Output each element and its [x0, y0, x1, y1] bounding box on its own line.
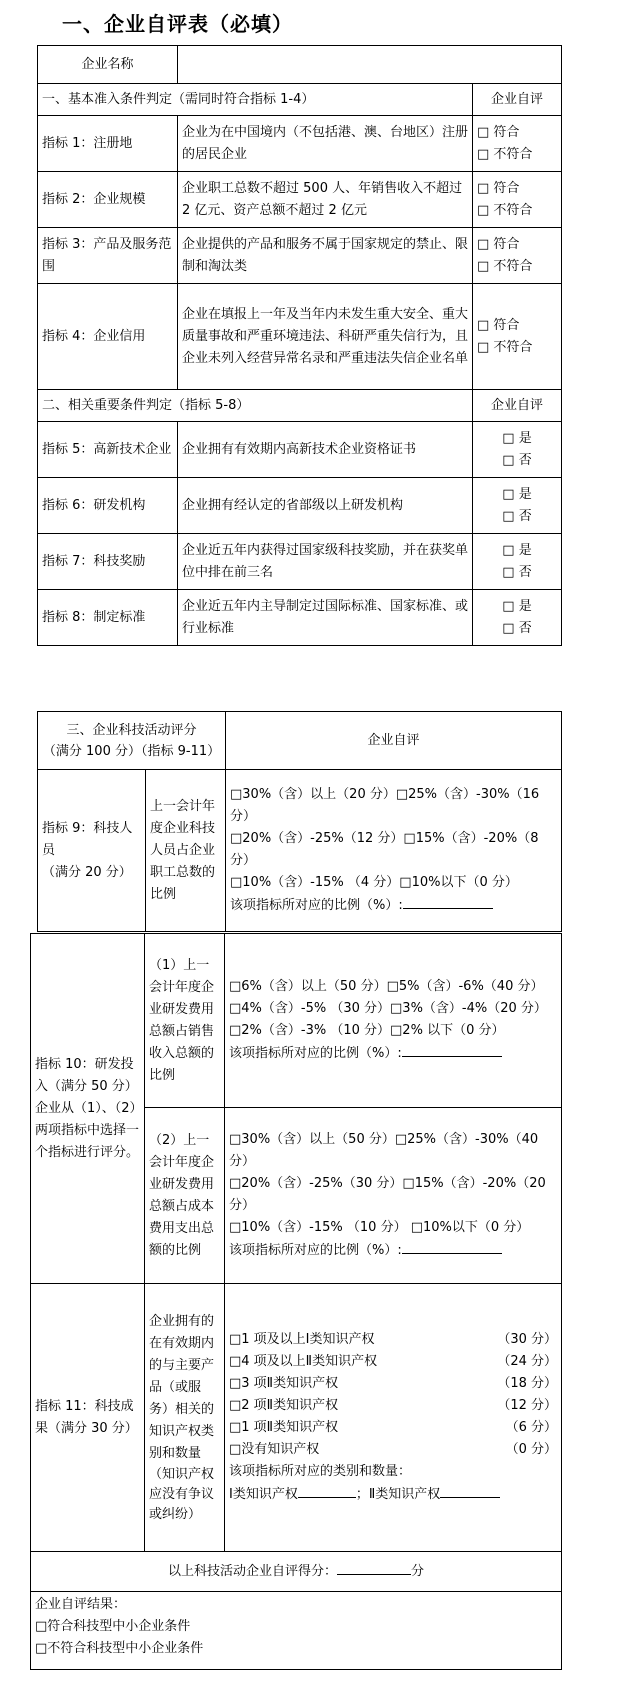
- indicator-8-yes-checkbox[interactable]: □ 是: [502, 598, 532, 614]
- indicator-7-yes-checkbox[interactable]: □ 是: [502, 542, 532, 558]
- indicator-10b-desc: （2）上一会计年度企业研发费用总额占成本费用支出总额的比例: [145, 1108, 225, 1284]
- indicator-2-yes-checkbox[interactable]: □ 符合: [477, 180, 520, 196]
- indicator-3-row: [38, 228, 562, 284]
- indicator-11-cat2-field[interactable]: [440, 1483, 500, 1498]
- indicator-11-cat1-label: Ⅰ类知识产权: [229, 1487, 298, 1502]
- section-2-header: 二、相关重要条件判定（指标 5-8）: [38, 390, 473, 422]
- indicator-1-label: 指标 1：注册地: [38, 116, 178, 172]
- indicator-11-cat2-label: Ⅱ类知识产权: [368, 1487, 441, 1502]
- indicator-11-desc: 企业拥有的在有效期内的与主要产品（或服务）相关的知识产权类别和数量: [149, 1313, 215, 1461]
- indicator-1-desc: 企业为在中国境内（不包括港、澳、台地区）注册的居民企业: [178, 116, 473, 172]
- indicator-11-cat-separator: ；: [355, 1487, 369, 1502]
- indicator-10b-ratio-label: 该项指标所对应的比例（%）:: [229, 1243, 402, 1258]
- result-row: [31, 1592, 562, 1670]
- company-name-field[interactable]: [178, 46, 562, 84]
- total-score-unit: 分: [411, 1564, 425, 1579]
- indicator-11-option-6[interactable]: □没有知识产权 （0 分）: [229, 1442, 557, 1457]
- result-qualified-checkbox[interactable]: □符合科技型中小企业条件: [35, 1619, 191, 1634]
- indicator-9-label: 指标 9：科技人员: [42, 820, 133, 858]
- indicator-4-yes-checkbox[interactable]: □ 符合: [477, 317, 520, 333]
- indicator-2-row: [38, 172, 562, 228]
- indicator-5-label: 指标 5：高新技术企业: [38, 422, 178, 478]
- indicator-5-no-checkbox[interactable]: □ 否: [502, 452, 532, 468]
- indicator-11-option-5[interactable]: □1 项Ⅱ类知识产权 （6 分）: [229, 1420, 557, 1435]
- indicator-8-no-checkbox[interactable]: □ 否: [502, 620, 532, 636]
- indicator-11-option-2[interactable]: □4 项及以上Ⅱ类知识产权 （24 分）: [229, 1354, 557, 1369]
- indicator-10b-option-line-2[interactable]: □20%（含）-25%（30 分）□15%（含）-20%（20 分）: [229, 1176, 546, 1213]
- indicator-9-ratio-label: 该项指标所对应的比例（%）:: [230, 898, 403, 913]
- indicator-11-footer: 该项指标所对应的类别和数量：: [229, 1464, 412, 1479]
- indicator-9-option-line-3[interactable]: □10%（含）-15% （4 分）□10%以下（0 分）: [230, 875, 518, 890]
- indicator-7-no-checkbox[interactable]: □ 否: [502, 564, 532, 580]
- indicator-2-no-checkbox[interactable]: □ 不符合: [477, 202, 533, 218]
- section-3-table: [37, 711, 562, 932]
- indicator-9-option-line-2[interactable]: □20%（含）-25%（12 分）□15%（含）-20%（8 分）: [230, 831, 539, 868]
- section-1-self-eval: 企业自评: [473, 84, 562, 116]
- indicator-3-no-checkbox[interactable]: □ 不符合: [477, 258, 533, 274]
- indicator-10a-ratio-field[interactable]: [402, 1042, 502, 1057]
- section-1-header: 一、基本准入条件判定（需同时符合指标 1-4）: [38, 84, 473, 116]
- indicator-8-label: 指标 8：制定标准: [38, 590, 178, 646]
- section-3-header-sub: （满分 100 分）（指标 9-11）: [42, 743, 221, 759]
- page-title: 一、企业自评表（必填）: [62, 12, 293, 36]
- indicator-7-desc: 企业近五年内获得过国家级科技奖励，并在获奖单位中排在前三名: [178, 534, 473, 590]
- indicator-10a-option-line-3[interactable]: □2%（含）-3% （10 分）□2% 以下（0 分）: [229, 1023, 505, 1038]
- total-score-field[interactable]: [337, 1560, 411, 1575]
- indicator-11-row: [31, 1284, 562, 1552]
- indicator-11-option-4[interactable]: □2 项Ⅱ类知识产权 （12 分）: [229, 1398, 557, 1413]
- indicator-3-desc: 企业提供的产品和服务不属于国家规定的禁止、限制和淘汰类: [178, 228, 473, 284]
- section-1-header-row: [38, 84, 562, 116]
- company-name-row: [38, 46, 562, 84]
- indicator-10-instruction: 企业从（1）、（2）两项指标中选择一个指标进行评分。: [35, 1100, 140, 1160]
- upper-table: [37, 45, 562, 646]
- indicator-9-ratio-field[interactable]: [403, 894, 493, 909]
- section-3-self-eval: 企业自评: [226, 712, 562, 770]
- indicator-5-row: [38, 422, 562, 478]
- indicator-6-yes-checkbox[interactable]: □ 是: [502, 486, 532, 502]
- indicator-4-label: 指标 4：企业信用: [38, 284, 178, 390]
- section-2-header-row: [38, 390, 562, 422]
- indicator-10b-option-line-1[interactable]: □30%（含）以上（50 分）□25%（含）-30%（40 分）: [229, 1132, 539, 1169]
- indicator-9-label-sub: （满分 20 分）: [42, 864, 132, 880]
- indicator-10-label: 指标 10：研发投入（满分 50 分）: [35, 1056, 138, 1094]
- indicator-8-desc: 企业近五年内主导制定过国际标准、国家标准、或行业标准: [178, 590, 473, 646]
- indicator-2-desc: 企业职工总数不超过 500 人、年销售收入不超过 2 亿元、资产总额不超过 2 亿元: [178, 172, 473, 228]
- indicator-3-label: 指标 3：产品及服务范围: [38, 228, 178, 284]
- indicator-9-row: [38, 770, 562, 932]
- section-3-header-row: [38, 712, 562, 770]
- indicator-4-row: [38, 284, 562, 390]
- indicator-4-desc: 企业在填报上一年及当年内未发生重大安全、重大质量事故和严重环境违法、科研严重失信行为，且企业未列入经营异常名录和严重违法失信企业名单: [178, 284, 473, 390]
- total-score-label: 以上科技活动企业自评得分：: [167, 1564, 337, 1579]
- lower-table: [30, 933, 562, 1670]
- indicator-10a-row: [31, 934, 562, 1108]
- indicator-10b-option-line-3[interactable]: □10%（含）-15% （10 分） □10%以下（0 分）: [229, 1220, 530, 1235]
- indicator-11-label: 指标 11：科技成果（满分 30 分）: [31, 1284, 145, 1552]
- indicator-11-option-1[interactable]: □1 项及以上Ⅰ类知识产权 （30 分）: [229, 1332, 557, 1347]
- result-unqualified-checkbox[interactable]: □不符合科技型中小企业条件: [35, 1641, 204, 1656]
- indicator-6-row: [38, 478, 562, 534]
- indicator-1-no-checkbox[interactable]: □ 不符合: [477, 146, 533, 162]
- indicator-1-yes-checkbox[interactable]: □ 符合: [477, 124, 520, 140]
- indicator-10a-ratio-label: 该项指标所对应的比例（%）:: [229, 1046, 402, 1061]
- indicator-10a-option-line-1[interactable]: □6%（含）以上（50 分）□5%（含）-6%（40 分）: [229, 979, 544, 994]
- indicator-7-row: [38, 534, 562, 590]
- indicator-2-label: 指标 2：企业规模: [38, 172, 178, 228]
- indicator-10a-desc: （1）上一会计年度企业研发费用总额占销售收入总额的比例: [145, 934, 225, 1108]
- indicator-7-label: 指标 7：科技奖励: [38, 534, 178, 590]
- indicator-1-row: [38, 116, 562, 172]
- indicator-4-no-checkbox[interactable]: □ 不符合: [477, 339, 533, 355]
- section-2-self-eval: 企业自评: [473, 390, 562, 422]
- indicator-11-option-3[interactable]: □3 项Ⅱ类知识产权 （18 分）: [229, 1376, 557, 1391]
- indicator-5-desc: 企业拥有有效期内高新技术企业资格证书: [178, 422, 473, 478]
- indicator-6-label: 指标 6：研发机构: [38, 478, 178, 534]
- indicator-5-yes-checkbox[interactable]: □ 是: [502, 430, 532, 446]
- result-label: 企业自评结果：: [35, 1597, 127, 1612]
- indicator-8-row: [38, 590, 562, 646]
- indicator-9-desc: 上一会计年度企业科技人员占企业职工总数的比例: [146, 770, 226, 932]
- section-3-header: 三、企业科技活动评分: [66, 722, 197, 738]
- indicator-10a-option-line-2[interactable]: □4%（含）-5% （30 分）□3%（含）-4%（20 分）: [229, 1001, 547, 1016]
- indicator-6-desc: 企业拥有经认定的省部级以上研发机构: [178, 478, 473, 534]
- indicator-6-no-checkbox[interactable]: □ 否: [502, 508, 532, 524]
- indicator-9-option-line-1[interactable]: □30%（含）以上（20 分）□25%（含）-30%（16 分）: [230, 787, 540, 824]
- total-score-row: [31, 1552, 562, 1592]
- indicator-3-yes-checkbox[interactable]: □ 符合: [477, 236, 520, 252]
- indicator-11-desc-note: （知识产权应没有争议或纠纷）: [149, 1466, 215, 1522]
- company-name-label: 企业名称: [38, 46, 178, 84]
- indicator-10b-ratio-field[interactable]: [402, 1239, 502, 1254]
- indicator-11-cat1-field[interactable]: [298, 1483, 356, 1498]
